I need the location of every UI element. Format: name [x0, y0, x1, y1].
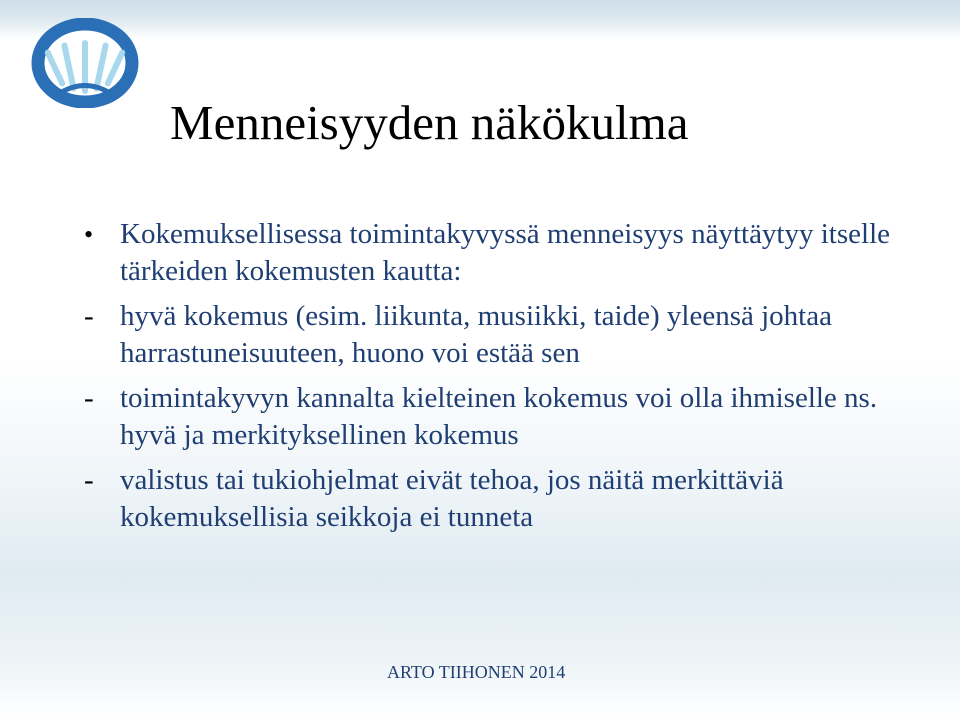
footer-author: ARTO TIIHONEN 2014: [387, 662, 566, 682]
list-item: [84, 298, 904, 372]
slide-title: Menneisyyden näkökulma: [170, 95, 689, 150]
list-item-text: toimintakyvyn kannalta kielteinen kokemus voi olla ihmiselle ns. hyvä ja merkityksellinen kokemus: [120, 382, 878, 451]
bullet-marker: •: [84, 220, 94, 249]
list-item-text: Kokemuksellisessa toimintakyvyssä menneisyys näyttäytyy itselle tärkeiden kokemusten kautta:: [120, 218, 891, 287]
logo-icon: [30, 18, 140, 108]
list-item: [84, 216, 904, 290]
list-item-text: hyvä kokemus (esim. liikunta, musiikki, taide) yleensä johtaa harrastuneisuuteen, huono voi estää sen: [120, 300, 832, 369]
dash-marker: -: [84, 464, 94, 496]
list-item-text: valistus tai tukiohjelmat eivät tehoa, jos näitä merkittäviä kokemuksellisia seikkoja ei tunneta: [120, 464, 784, 533]
dash-marker: -: [84, 300, 94, 332]
list-item: [84, 380, 904, 454]
bullet-list: [84, 216, 904, 536]
header-band: [0, 0, 960, 40]
list-item: [84, 462, 904, 536]
dash-marker: -: [84, 382, 94, 414]
